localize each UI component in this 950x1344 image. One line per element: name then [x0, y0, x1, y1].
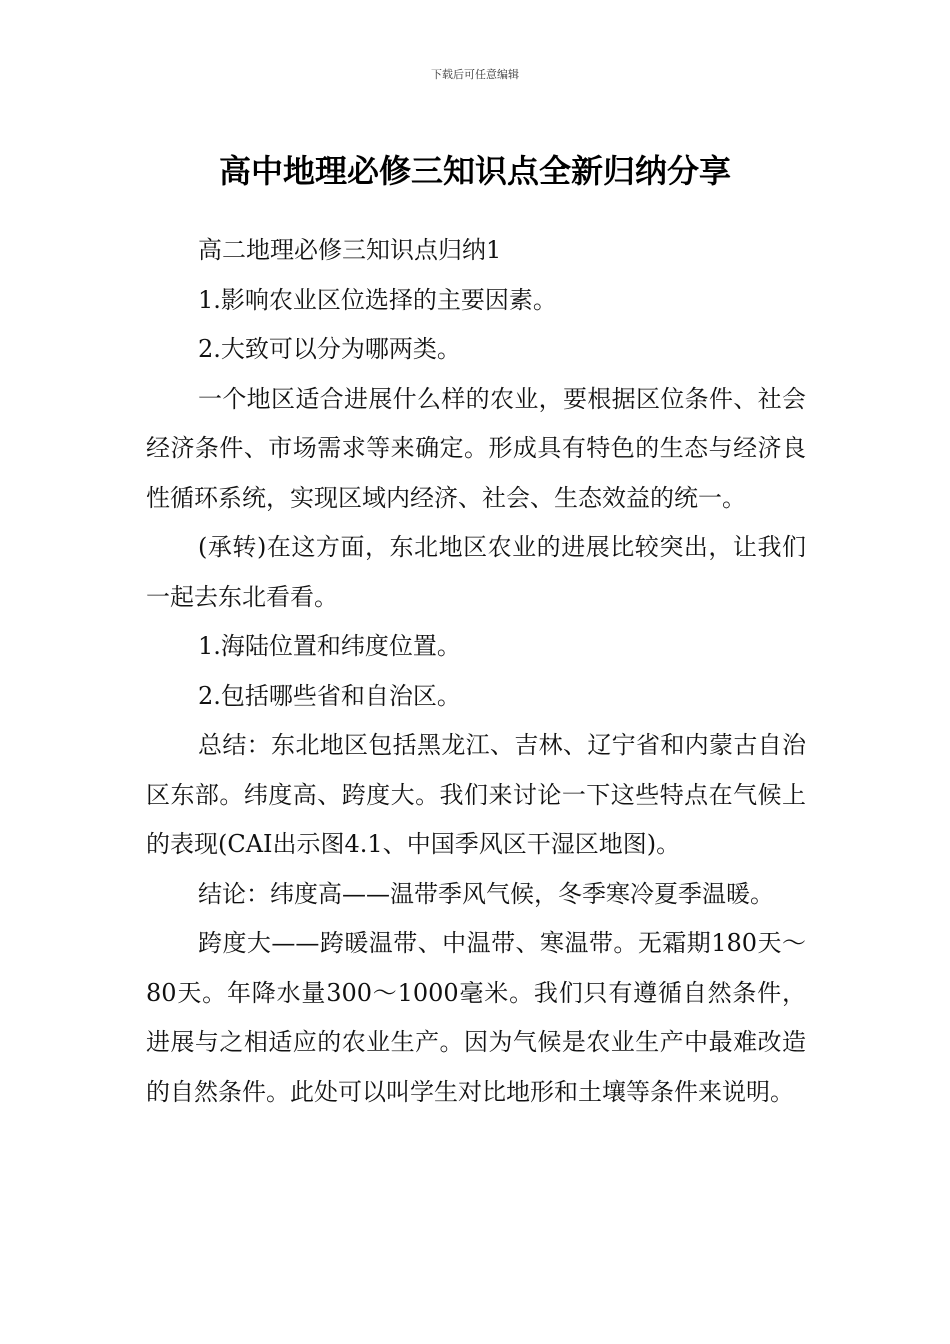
document-body: [146, 226, 806, 1117]
section-heading: 高二地理必修三知识点归纳1: [198, 236, 502, 264]
paragraph: 2.包括哪些省和自治区。: [198, 681, 461, 710]
paragraph: 总结：东北地区包括黑龙江、吉林、辽宁省和内蒙古自治区东部。纬度高、跨度大。我们来讨论一下这些特点在气候上的表现(CAI出示图4.1、中国季风区干湿区地图)。: [146, 731, 806, 858]
paragraph: 结论：纬度高——温带季风气候，冬季寒冷夏季温暖。: [198, 879, 774, 908]
paragraph: 1.海陆位置和纬度位置。: [198, 632, 461, 660]
paragraph: (承转)在这方面，东北地区农业的进展比较突出，让我们一起去东北看看。: [146, 533, 806, 611]
document-title: 高中地理必修三知识点全新归纳分享: [218, 152, 731, 191]
paragraph: 2.大致可以分为哪两类。: [198, 335, 461, 363]
paragraph: 跨度大——跨暖温带、中温带、寒温带。无霜期180天～80天。年降水量300～1000毫米。我们只有遵循自然条件，进展与之相适应的农业生产。因为气候是农业生产中最难改造的自然条件。此处可以叫学生对比地形和土壤等条件来说明。: [146, 929, 806, 1106]
paragraph: 一个地区适合进展什么样的农业，要根据区位条件、社会经济条件、市场需求等来确定。形成具有特色的生态与经济良性循环系统，实现区域内经济、社会、生态效益的统一。: [146, 384, 806, 512]
header-note: 下载后可任意编辑: [431, 68, 519, 81]
paragraph: 1.影响农业区位选择的主要因素。: [198, 285, 557, 314]
